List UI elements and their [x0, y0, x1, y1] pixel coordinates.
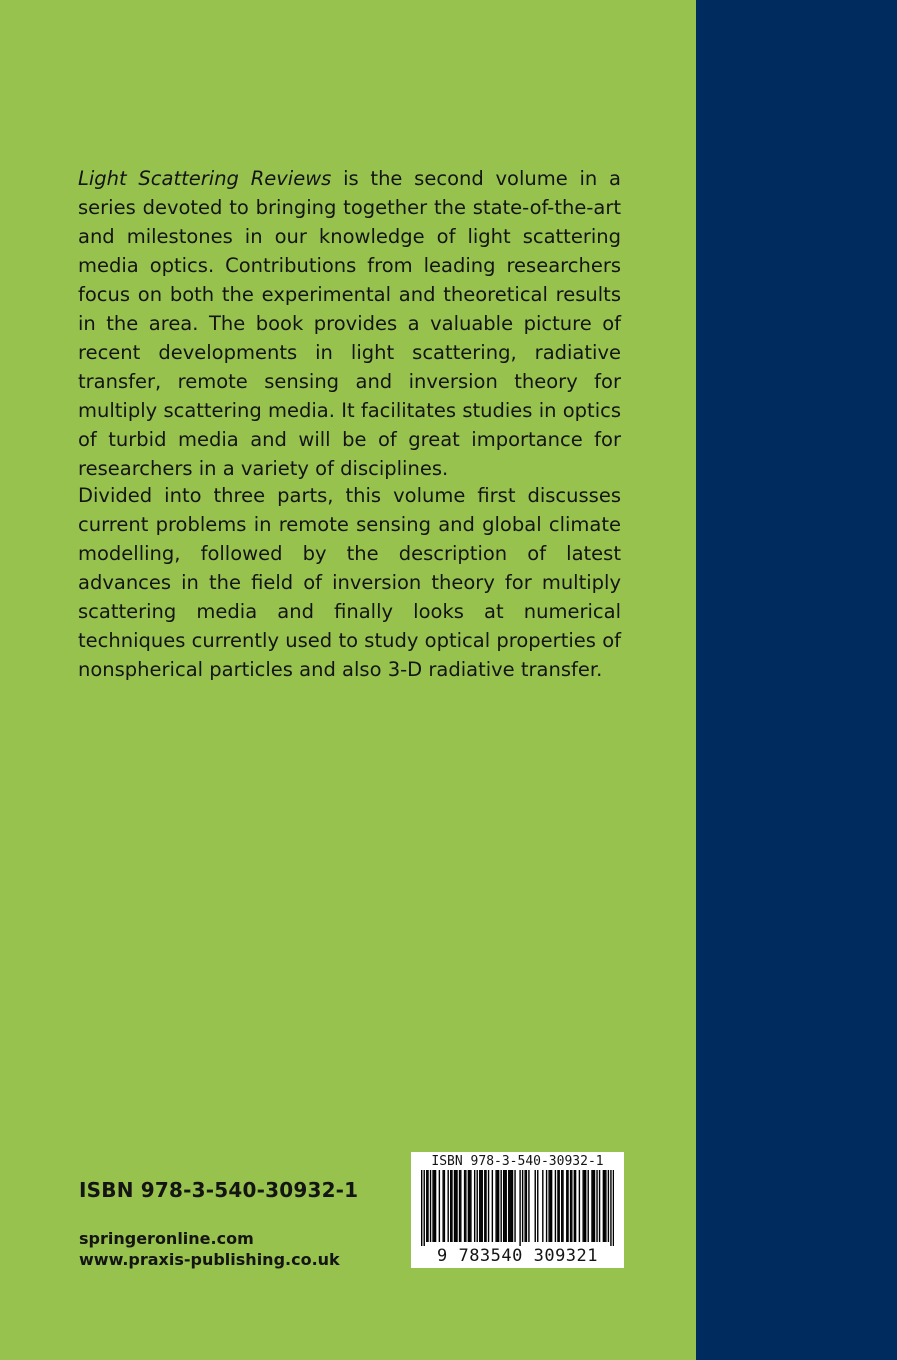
barcode-bar	[603, 1170, 604, 1242]
barcode-bar	[469, 1170, 470, 1242]
barcode-bar	[477, 1170, 478, 1242]
book-title-italic: Light Scattering Reviews	[78, 167, 332, 190]
barcode-bar	[432, 1170, 433, 1242]
barcode-bar	[514, 1170, 515, 1242]
barcode-bar	[479, 1170, 480, 1242]
barcode-bar	[498, 1170, 499, 1242]
barcode-bar	[509, 1170, 510, 1242]
book-spine	[696, 0, 897, 1360]
barcode-bar	[492, 1170, 493, 1242]
barcode-bar	[504, 1170, 505, 1242]
barcode-bar	[562, 1170, 563, 1242]
barcode-bar	[468, 1170, 469, 1242]
barcode-bar	[451, 1170, 452, 1242]
barcode-bar	[424, 1170, 425, 1246]
barcode-bar	[506, 1170, 507, 1242]
barcode-bar	[571, 1170, 572, 1242]
barcode-bar	[484, 1170, 485, 1242]
barcode-digits: 9 783540 309321	[436, 1246, 599, 1266]
barcode-bar	[450, 1170, 451, 1242]
barcode-bar	[588, 1170, 589, 1242]
barcode-bar	[542, 1170, 543, 1242]
isbn-label: ISBN 978-3-540-30932-1	[79, 1178, 359, 1202]
barcode-bar	[546, 1170, 547, 1242]
barcode-bar	[566, 1170, 567, 1242]
barcode-bar	[535, 1170, 536, 1242]
barcode-bar	[512, 1170, 513, 1242]
barcode-bar	[582, 1170, 583, 1242]
barcode-bar	[442, 1170, 443, 1242]
barcode-bar	[605, 1170, 606, 1242]
barcode-bar	[524, 1170, 525, 1242]
barcode-bar	[464, 1170, 465, 1242]
barcode-bar	[474, 1170, 475, 1242]
barcode-bar	[434, 1170, 435, 1242]
barcode-bar	[594, 1170, 595, 1242]
barcode-bar	[439, 1170, 440, 1242]
barcode-bar	[596, 1170, 597, 1242]
barcode-bar	[608, 1170, 609, 1242]
barcode-bar	[465, 1170, 466, 1242]
barcode-bar	[570, 1170, 571, 1242]
barcode-bar	[460, 1170, 461, 1242]
barcode-bar	[537, 1170, 538, 1242]
barcode-bar	[495, 1170, 496, 1242]
barcode-bar	[435, 1170, 436, 1242]
barcode-bar	[528, 1170, 529, 1242]
barcode-bars-icon	[421, 1170, 614, 1246]
publisher-links	[79, 1228, 340, 1270]
publisher-link-praxis[interactable]: www.praxis-publishing.co.uk	[79, 1250, 340, 1269]
barcode-bar	[555, 1170, 556, 1242]
barcode-bar	[447, 1170, 448, 1242]
barcode-bar	[591, 1170, 592, 1242]
barcode-bar	[575, 1170, 576, 1242]
barcode-bar	[430, 1170, 431, 1242]
barcode-bar	[557, 1170, 558, 1242]
barcode-isbn-caption: ISBN 978-3-540-30932-1	[431, 1154, 604, 1169]
barcode-bar	[613, 1170, 614, 1246]
blurb-paragraph-1-text: is the second volume in a series devoted to bringing together the state-of-the-art and milestones in our knowledge of light scattering media optics. Contributions from leading researchers focus on both the experimental and theoretical results in the area. The book provides a valuable picture of recent developments in light scattering, radiative transfer, remote sensing and inversion theory for multiply scattering media. It facilitates studies in optics of turbid media and will be of great importance for researchers in a variety of disciplines.	[78, 167, 621, 480]
publisher-link-springer[interactable]: springeronline.com	[79, 1229, 254, 1248]
barcode-bar	[456, 1170, 457, 1242]
barcode-bar	[470, 1170, 471, 1242]
barcode-bar	[548, 1170, 549, 1242]
blurb-paragraph-1	[78, 164, 621, 483]
barcode-bar	[500, 1170, 501, 1242]
barcode-bar	[579, 1170, 580, 1242]
blurb-paragraph-2: Divided into three parts, this volume first discusses current problems in remote sensing and global climate modelling, followed by the description of latest advances in the field of inversion theory for multiply scattering media and finally looks at numerical techniques currently used to study optical properties of nonspherical particles and also 3-D radiative transfer.	[78, 484, 621, 681]
barcode-bar	[444, 1170, 445, 1242]
barcode-bar	[427, 1170, 428, 1242]
barcode-bar	[459, 1170, 460, 1242]
barcode-bar	[604, 1170, 605, 1242]
barcode-bar	[511, 1170, 512, 1242]
barcode-bar	[485, 1170, 486, 1242]
barcode-bar	[585, 1170, 586, 1242]
barcode-bar	[584, 1170, 585, 1242]
barcode-bar	[508, 1170, 509, 1242]
barcode-bar	[610, 1170, 611, 1246]
barcode-bar	[480, 1170, 481, 1242]
barcode-bar	[559, 1170, 560, 1242]
barcode-bar	[526, 1170, 527, 1242]
barcode-bar	[482, 1170, 483, 1242]
barcode-bar	[497, 1170, 498, 1242]
barcode-bar	[599, 1170, 600, 1242]
barcode-bar	[455, 1170, 456, 1242]
barcode-bar	[488, 1170, 489, 1242]
barcode-bar	[519, 1170, 520, 1246]
barcode-bar	[567, 1170, 568, 1242]
barcode-bar	[426, 1170, 427, 1242]
barcode-bar	[551, 1170, 552, 1242]
barcode-bar	[561, 1170, 562, 1242]
barcode	[411, 1152, 624, 1268]
barcode-bar	[503, 1170, 504, 1242]
barcode-bar	[421, 1170, 422, 1246]
barcode-bar	[454, 1170, 455, 1242]
barcode-bar	[574, 1170, 575, 1242]
barcode-bar	[593, 1170, 594, 1242]
barcode-bar	[522, 1170, 523, 1242]
barcode-bar	[550, 1170, 551, 1242]
